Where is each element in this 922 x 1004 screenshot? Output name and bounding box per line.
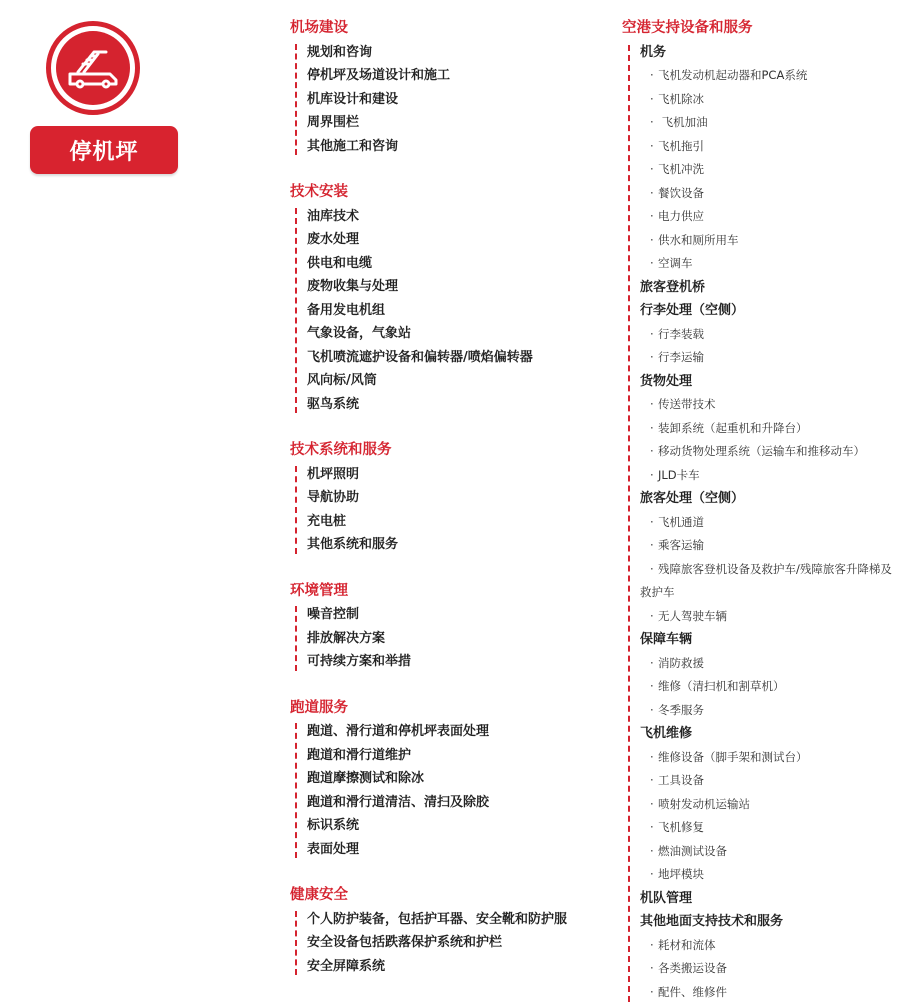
list-item-text: 行李运输 [658,350,704,364]
list-item [640,769,922,793]
list-item [640,417,922,441]
list-item-text: 冬季服务 [658,703,704,717]
list-item: 导航协助 [307,486,610,510]
list-item-text: 餐饮设备 [658,186,704,200]
list-item: 停机坪及场道设计和施工 [307,64,610,88]
list-item [640,252,922,276]
list-item-text: 飞机加油 [658,115,708,129]
section [290,697,610,862]
list-item: 备用发电机组 [307,299,610,323]
bullet: · [650,840,658,864]
section [290,580,610,674]
section-title: 技术安装 [290,181,610,205]
list-item-text: 飞机修复 [658,820,704,834]
list-item: 可持续方案和举措 [307,650,610,674]
list-item: 充电桩 [307,510,610,534]
list-item [640,605,922,629]
list-item: 其他施工和咨询 [307,135,610,159]
list-item [640,746,922,770]
list-item: 规划和咨询 [307,41,610,65]
subsection-title: 行李处理（空侧） [640,299,922,323]
list-item: 个人防护装备，包括护耳器、安全靴和防护服 [307,908,610,932]
list-item [640,934,922,958]
bullet: · [650,558,658,582]
section-title: 空港支持设备和服务 [622,17,922,41]
list-item [640,957,922,981]
list-item-text: 飞机通道 [658,515,704,529]
list-item-text: 工具设备 [658,773,704,787]
bullet: · [650,675,658,699]
bullet: · [650,863,658,887]
section-item-list [290,908,610,979]
bullet: · [650,793,658,817]
list-item [640,558,922,582]
list-item [640,135,922,159]
list-item: 跑道、滑行道和停机坪表面处理 [307,720,610,744]
list-item: 噪音控制 [307,603,610,627]
bullet: · [650,393,658,417]
bullet: · [650,158,658,182]
list-item [640,793,922,817]
list-item-text: 行李装载 [658,327,704,341]
list-item [640,111,922,135]
subsection-title: 飞机维修 [640,722,922,746]
list-item: 其他系统和服务 [307,533,610,557]
bullet: · [650,534,658,558]
bullet: · [650,88,658,112]
list-item-text: 飞机发动机起动器和PCA系统 [658,68,807,82]
subsection-title: 机队管理 [640,887,922,911]
list-item-text: 供水和厕所用车 [658,233,739,247]
section-title: 跑道服务 [290,697,610,721]
bullet: · [650,934,658,958]
list-item [640,464,922,488]
logo-circle [46,21,140,115]
list-item [640,88,922,112]
list-item-continuation: 救护车 [640,581,922,605]
list-item-text: 飞机冲洗 [658,162,704,176]
list-item [640,981,922,1004]
list-item [640,534,922,558]
list-item-text: 喷射发动机运输站 [658,797,750,811]
list-item: 气象设备，气象站 [307,322,610,346]
bullet: · [650,252,658,276]
right-section-list [622,41,922,1004]
list-item: 废物收集与处理 [307,275,610,299]
list-item-text: 乘客运输 [658,538,704,552]
list-item [640,182,922,206]
section [290,884,610,978]
list-item [640,64,922,88]
list-item: 驱鸟系统 [307,393,610,417]
list-item-text: 空调车 [658,256,693,270]
bullet: · [650,746,658,770]
section-item-list [290,603,610,674]
list-item: 跑道和滑行道维护 [307,744,610,768]
section-title: 环境管理 [290,580,610,604]
section [290,181,610,416]
list-item-text: 各类搬运设备 [658,961,727,975]
subsection-title: 机务 [640,41,922,65]
list-item [640,158,922,182]
list-item: 周界围栏 [307,111,610,135]
bullet: · [650,605,658,629]
bullet: · [650,981,658,1004]
section [290,17,610,158]
bullet: · [650,652,658,676]
list-item: 废水处理 [307,228,610,252]
left-column [290,17,610,1001]
list-item-text: 传送带技术 [658,397,716,411]
list-item: 机库设计和建设 [307,88,610,112]
list-item-text: 移动货物处理系统（运输车和推移动车） [658,444,865,458]
airstair-truck-icon [56,31,130,105]
list-item: 安全屏障系统 [307,955,610,979]
list-item: 风向标/风筒 [307,369,610,393]
list-item-text: 地坪模块 [658,867,704,881]
bullet: · [650,440,658,464]
bullet: · [650,111,658,135]
list-item: 飞机喷流遮护设备和偏转器/喷焰偏转器 [307,346,610,370]
list-item-text: JLD卡车 [658,468,700,482]
bullet: · [650,205,658,229]
category-badge [30,126,178,174]
section-item-list [290,463,610,557]
bullet: · [650,769,658,793]
section-item-list [290,205,610,417]
subsection-title: 其他地面支持技术和服务 [640,910,922,934]
list-item-text: 配件、维修件 [658,985,727,999]
list-item: 安全设备包括跌落保护系统和护栏 [307,931,610,955]
section-title: 健康安全 [290,884,610,908]
list-item [640,652,922,676]
list-item-text: 飞机拖引 [658,139,704,153]
list-item [640,205,922,229]
list-item [640,346,922,370]
list-item [640,675,922,699]
bullet: · [650,957,658,981]
subsection-title: 保障车辆 [640,628,922,652]
subsection-title: 货物处理 [640,370,922,394]
bullet: · [650,229,658,253]
section-item-list [290,720,610,861]
list-item-text: 无人驾驶车辆 [658,609,727,623]
list-item-text: 飞机除冰 [658,92,704,106]
category-badge-label: 停机坪 [69,135,138,166]
list-item [640,323,922,347]
section [290,439,610,557]
list-item [640,511,922,535]
airstair-truck-icon-svg [66,46,120,90]
list-item [640,863,922,887]
bullet: · [650,346,658,370]
list-item: 排放解决方案 [307,627,610,651]
bullet: · [650,511,658,535]
list-item [640,393,922,417]
list-item: 供电和电缆 [307,252,610,276]
list-item: 机坪照明 [307,463,610,487]
list-item [640,840,922,864]
list-item [640,440,922,464]
list-item-text: 残障旅客登机设备及救护车/残障旅客升降梯及 [658,562,892,576]
section-title: 技术系统和服务 [290,439,610,463]
right-column [622,17,922,1004]
section-title: 机场建设 [290,17,610,41]
list-item-text: 消防救援 [658,656,704,670]
list-item: 标识系统 [307,814,610,838]
list-item: 油库技术 [307,205,610,229]
list-item-text: 耗材和流体 [658,938,716,952]
bullet: · [650,417,658,441]
bullet: · [650,64,658,88]
bullet: · [650,135,658,159]
subsection-title: 旅客登机桥 [640,276,922,300]
subsection-title: 旅客处理（空侧） [640,487,922,511]
bullet: · [650,182,658,206]
list-item-text: 维修设备（脚手架和测试台） [658,750,808,764]
list-item-text: 燃油测试设备 [658,844,727,858]
list-item [640,816,922,840]
section-item-list [290,41,610,159]
list-item-text: 装卸系统（起重机和升降台） [658,421,808,435]
bullet: · [650,816,658,840]
list-item: 表面处理 [307,838,610,862]
list-item: 跑道和滑行道清洁、清扫及除胶 [307,791,610,815]
bullet: · [650,464,658,488]
bullet: · [650,323,658,347]
bullet: · [650,699,658,723]
list-item [640,699,922,723]
list-item [640,229,922,253]
list-item-text: 维修（清扫机和割草机） [658,679,785,693]
list-item: 跑道摩擦测试和除冰 [307,767,610,791]
list-item-text: 电力供应 [658,209,704,223]
